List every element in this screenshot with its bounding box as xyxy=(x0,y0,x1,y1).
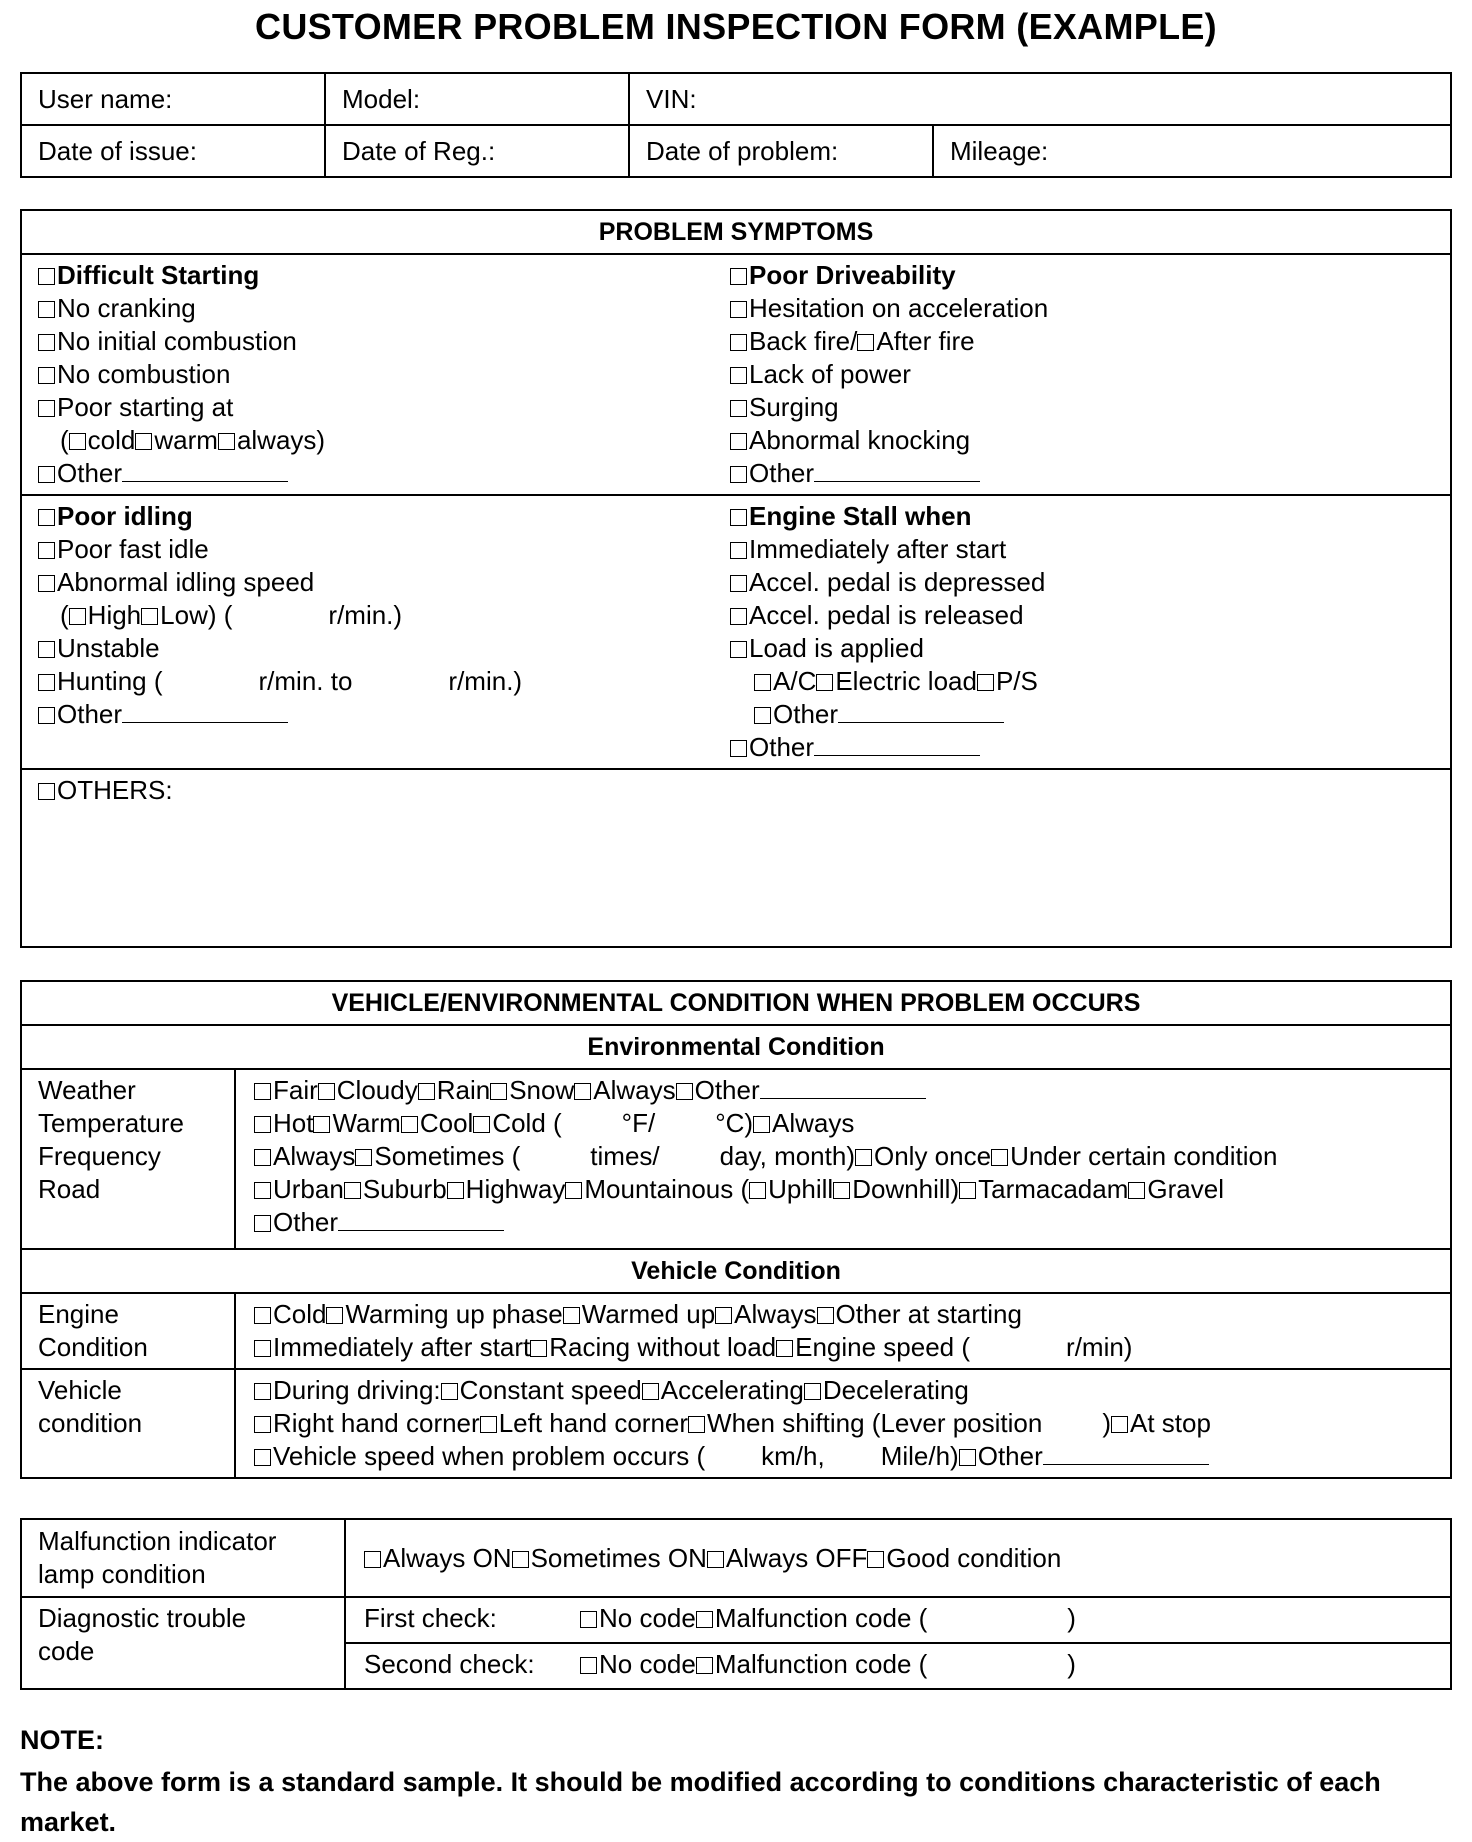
engine-condition-values: Cold Warming up phase Warmed up Always Other at starting Immediately after start Racing without load Engine speed ( r/min) xyxy=(235,1293,1451,1369)
checkbox[interactable] xyxy=(441,1383,458,1400)
checkbox[interactable] xyxy=(38,509,55,526)
date-of-problem-field[interactable]: Date of problem: xyxy=(629,125,933,177)
environment-values xyxy=(235,1069,1451,1249)
checkbox[interactable] xyxy=(473,1116,490,1133)
conditions-table xyxy=(20,980,1452,1479)
checkbox[interactable] xyxy=(730,542,747,559)
note-title: NOTE: xyxy=(20,1725,104,1755)
page-title: CUSTOMER PROBLEM INSPECTION FORM (EXAMPLE) xyxy=(255,6,1217,47)
checkbox[interactable] xyxy=(69,433,86,450)
dtc-label: Diagnostic trouble code xyxy=(21,1597,345,1689)
model-field[interactable]: Model: xyxy=(325,73,629,125)
checkbox[interactable] xyxy=(754,674,771,691)
checkbox[interactable] xyxy=(676,1083,693,1100)
other-blank[interactable] xyxy=(1043,1444,1209,1465)
checkbox[interactable] xyxy=(977,674,994,691)
checkbox[interactable] xyxy=(730,301,747,318)
vehicle-info-table xyxy=(20,72,1452,178)
checkbox[interactable] xyxy=(749,1182,766,1199)
engine-condition-label: Engine Condition xyxy=(21,1293,235,1369)
others-section[interactable] xyxy=(21,769,1451,947)
checkbox[interactable] xyxy=(857,334,874,351)
checkbox[interactable] xyxy=(254,1083,271,1100)
checkbox[interactable] xyxy=(816,674,833,691)
checkbox[interactable] xyxy=(959,1182,976,1199)
checkbox[interactable] xyxy=(776,1340,793,1357)
checkbox[interactable] xyxy=(141,608,158,625)
vin-field[interactable]: VIN: xyxy=(629,73,1451,125)
checkbox[interactable] xyxy=(254,1449,271,1466)
date-of-issue-field[interactable]: Date of issue: xyxy=(21,125,325,177)
checkbox[interactable] xyxy=(730,641,747,658)
checkbox[interactable] xyxy=(688,1416,705,1433)
difficult-starting-section: Difficult Starting No cranking No initial combustion No combustion Poor starting at ( cold warm always) Other xyxy=(21,254,714,495)
second-check-row: Second check: No code Malfunction code ( ) xyxy=(345,1643,1451,1689)
checkbox[interactable] xyxy=(254,1307,271,1324)
checkbox[interactable] xyxy=(135,433,152,450)
weather-row: Fair Cloudy Rain Snow Always Other xyxy=(254,1074,1432,1107)
checkbox[interactable] xyxy=(512,1551,529,1568)
checkbox[interactable] xyxy=(833,1182,850,1199)
checkbox[interactable] xyxy=(855,1149,872,1166)
checkbox[interactable] xyxy=(804,1383,821,1400)
checkbox[interactable] xyxy=(696,1657,713,1674)
other-blank[interactable] xyxy=(838,702,1004,723)
checkbox[interactable] xyxy=(480,1416,497,1433)
checkbox[interactable] xyxy=(730,334,747,351)
checkbox[interactable] xyxy=(38,575,55,592)
first-check-row: First check: No code Malfunction code ( ) xyxy=(345,1597,1451,1643)
checkbox[interactable] xyxy=(707,1551,724,1568)
checkbox[interactable] xyxy=(254,1215,271,1232)
checkbox[interactable] xyxy=(730,608,747,625)
checkbox[interactable] xyxy=(318,1083,335,1100)
poor-driveability-section: Poor Driveability Hesitation on acceleration Back fire/ After fire Lack of power Surging Abnormal knocking Other xyxy=(714,254,1451,495)
environment-labels: Weather Temperature Frequency Road xyxy=(21,1069,235,1249)
checkbox[interactable] xyxy=(730,509,747,526)
other-blank[interactable] xyxy=(338,1210,504,1231)
problem-symptoms-table xyxy=(20,209,1452,948)
checkbox[interactable] xyxy=(1111,1416,1128,1433)
mil-values: Always ON Sometimes ON Always OFF Good condition xyxy=(345,1519,1451,1597)
note-text: The above form is a standard sample. It should be modified according to conditions characteristic of each market. xyxy=(20,1767,1381,1837)
other-blank[interactable] xyxy=(814,461,980,482)
conditions-heading: VEHICLE/ENVIRONMENTAL CONDITION WHEN PROBLEM OCCURS xyxy=(21,981,1451,1025)
checkbox[interactable] xyxy=(574,1083,591,1100)
checkbox[interactable] xyxy=(730,466,747,483)
date-of-reg-field[interactable]: Date of Reg.: xyxy=(325,125,629,177)
mileage-field[interactable]: Mileage: xyxy=(933,125,1451,177)
checkbox[interactable] xyxy=(364,1551,381,1568)
user-name-field[interactable]: User name: xyxy=(21,73,325,125)
checkbox[interactable] xyxy=(817,1307,834,1324)
checkbox[interactable] xyxy=(642,1383,659,1400)
checkbox[interactable] xyxy=(254,1149,271,1166)
checkbox[interactable] xyxy=(69,608,86,625)
checkbox[interactable] xyxy=(754,707,771,724)
checkbox[interactable] xyxy=(38,466,55,483)
checkbox[interactable] xyxy=(530,1340,547,1357)
checkbox[interactable] xyxy=(38,367,55,384)
vehicle-condition-heading: Vehicle Condition xyxy=(21,1249,1451,1293)
temperature-row: Hot Warm Cool Cold ( °F/ °C) Always xyxy=(254,1107,1432,1140)
other-blank[interactable] xyxy=(760,1078,926,1099)
checkbox[interactable] xyxy=(254,1416,271,1433)
environmental-heading: Environmental Condition xyxy=(21,1025,1451,1069)
road-other-row: Other xyxy=(254,1206,1432,1239)
other-blank[interactable] xyxy=(814,735,980,756)
checkbox[interactable] xyxy=(867,1551,884,1568)
road-row: Urban Suburb Highway Mountainous ( Uphill Downhill) Tarmacadam Gravel xyxy=(254,1173,1432,1206)
checkbox[interactable] xyxy=(326,1307,343,1324)
checkbox[interactable] xyxy=(1128,1182,1145,1199)
checkbox[interactable] xyxy=(254,1182,271,1199)
checkbox[interactable] xyxy=(715,1307,732,1324)
checkbox[interactable] xyxy=(991,1149,1008,1166)
checkbox[interactable] xyxy=(38,674,55,691)
checkbox[interactable] xyxy=(254,1116,271,1133)
checkbox[interactable] xyxy=(418,1083,435,1100)
checkbox[interactable] xyxy=(38,268,55,285)
checkbox[interactable] xyxy=(38,334,55,351)
checkbox[interactable] xyxy=(38,707,55,724)
checkbox[interactable] xyxy=(254,1340,271,1357)
vehicle-condition-values: During driving: Constant speed Accelerating Decelerating Right hand corner Left hand corner When shifting (Lever position ) At stop Vehicle speed when problem occurs ( km/h, Mile/h) Other xyxy=(235,1369,1451,1478)
other-blank[interactable] xyxy=(122,702,288,723)
frequency-row: Always Sometimes ( times/ day, month) Only once Under certain condition xyxy=(254,1140,1432,1173)
checkbox[interactable] xyxy=(218,433,235,450)
others-label: OTHERS: xyxy=(57,775,173,805)
checkbox[interactable] xyxy=(730,740,747,757)
checkbox[interactable] xyxy=(401,1116,418,1133)
vehicle-condition-label: Vehicle condition xyxy=(21,1369,235,1478)
checkbox[interactable] xyxy=(38,542,55,559)
checkbox[interactable] xyxy=(730,367,747,384)
checkbox[interactable] xyxy=(490,1083,507,1100)
checkbox[interactable] xyxy=(730,268,747,285)
checkbox[interactable] xyxy=(38,783,55,800)
checkbox[interactable] xyxy=(254,1383,271,1400)
checkbox[interactable] xyxy=(344,1182,361,1199)
checkbox[interactable] xyxy=(565,1182,582,1199)
poor-idling-section: Poor idling Poor fast idle Abnormal idling speed ( High Low) ( r/min.) Unstable Hunting ( r/min. to r/min.) Other xyxy=(21,495,714,769)
checkbox[interactable] xyxy=(447,1182,464,1199)
checkbox[interactable] xyxy=(753,1116,770,1133)
checkbox[interactable] xyxy=(730,433,747,450)
engine-stall-section: Engine Stall when Immediately after start Accel. pedal is depressed Accel. pedal is released Load is applied A/C Electric load P/S Other Other xyxy=(714,495,1451,769)
checkbox[interactable] xyxy=(730,400,747,417)
checkbox[interactable] xyxy=(38,400,55,417)
checkbox[interactable] xyxy=(959,1449,976,1466)
mil-label: Malfunction indicator lamp condition xyxy=(21,1519,345,1597)
problem-symptoms-heading: PROBLEM SYMPTOMS xyxy=(21,210,1451,254)
checkbox[interactable] xyxy=(313,1116,330,1133)
checkbox[interactable] xyxy=(355,1149,372,1166)
checkbox[interactable] xyxy=(730,575,747,592)
checkbox[interactable] xyxy=(38,641,55,658)
checkbox[interactable] xyxy=(696,1611,713,1628)
other-blank[interactable] xyxy=(122,461,288,482)
checkbox[interactable] xyxy=(563,1307,580,1324)
checkbox[interactable] xyxy=(580,1657,597,1674)
checkbox[interactable] xyxy=(38,301,55,318)
diagnostic-table xyxy=(20,1518,1452,1690)
checkbox[interactable] xyxy=(580,1611,597,1628)
